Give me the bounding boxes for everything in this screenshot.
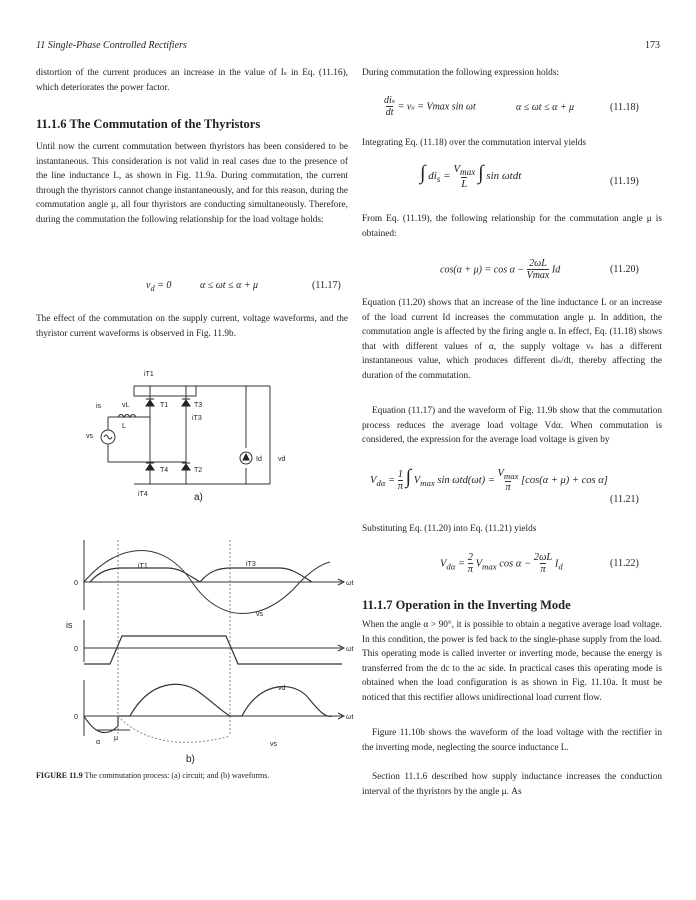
eq-11-19-number: (11.19) <box>610 176 639 187</box>
label-vL: vL <box>122 402 130 409</box>
wave-label-iT1: iT1 <box>138 563 148 570</box>
eq-11-18-frac-den: dt <box>385 107 394 118</box>
eq-11-18-condition: α ≤ ωt ≤ α + μ <box>516 102 575 113</box>
eq-11-21-number: (11.21) <box>610 494 639 505</box>
wave-label-vs-3: vs <box>270 741 277 748</box>
label-T4: T4 <box>160 467 169 474</box>
label-L: L <box>122 423 126 430</box>
running-header: 11 Single-Phase Controlled Rectifiers <box>36 40 187 51</box>
subfigure-b-label: b) <box>186 754 195 765</box>
figure-caption-label: FIGURE 11.9 <box>36 771 83 780</box>
wave-label-zero-3: 0 <box>74 714 78 721</box>
eq-11-20-tail: Id <box>551 264 561 276</box>
waveform-plots <box>60 540 360 772</box>
right-para-substitute: Substituting Eq. (11.20) into Eq. (11.21) yields <box>362 524 537 534</box>
wave-label-wt-2: ωt <box>346 646 354 653</box>
eq-11-20-lhs: cos(α + μ) = cos α − <box>440 264 525 276</box>
right-para-from: From Eq. (11.19), the following relationship for the commutation angle μ is obtained: <box>362 214 662 239</box>
eq-11-20-frac-num: 2ωL <box>529 258 547 269</box>
right-para-fig1110: Figure 11.10b shows the waveform of the load voltage with the rectifier in the inverting mode, neglecting the source inductance L. <box>362 728 662 753</box>
label-vs: vs <box>86 433 93 440</box>
eq-11-17-number: (11.17) <box>312 280 341 291</box>
left-intro-text: distortion of the current produces an increase in the value of Iₛ in Eq. (11.16), which deteriorates the power factor. <box>36 68 348 93</box>
label-T3: T3 <box>194 402 203 409</box>
section-title-inverting: 11.1.7 Operation in the Inverting Mode <box>362 598 571 612</box>
right-para-section-ref: Section 11.1.6 described how supply inductance increases the conduction interval of the thyristors by the angle μ. As <box>362 772 662 797</box>
right-intro-text: During commutation the following expression holds: <box>362 68 560 78</box>
right-para-integrate: Integrating Eq. (11.18) over the commutation interval yields <box>362 138 587 148</box>
right-para-eq1120: Equation (11.20) shows that an increase of the line inductance L or an increase of the load current Id increases the commutation angle μ. In addition, the commutation angle is affected by the firing angle α. In effect, Eq. (11.18) shows that with different values of α, the supply voltage vₛ has a different instantaneous value, which produces different diₛ/dt, thereby affecting the duration of the commutation. <box>362 298 662 381</box>
wave-label-vs-1: vs <box>256 611 263 618</box>
wave-label-iT3: iT3 <box>246 561 256 568</box>
left-para-figure-ref: The effect of the commutation on the supply current, voltage waveforms, and the thyristor current waveforms is observed in Fig. 11.9b. <box>36 314 348 339</box>
circuit-diagram <box>70 368 310 502</box>
figure-caption <box>36 770 348 782</box>
right-para-eq1117: Equation (11.17) and the waveform of Fig. 11.9b show that the commutation process reduces the average load voltage Vdα. When commutation is considered, the expression for the average load voltage is given by <box>362 406 662 446</box>
wave-label-wt-1: ωt <box>346 580 354 587</box>
right-para-inverting: When the angle α > 90°, it is possible to obtain a negative average load voltage. In this condition, the power is fed back to the single-phase supply from the load. This operating mode is called inverter or inverting mode, because the energy is transferred from the dc to the ac side. In practical cases this operating mode is obtained when the load configuration is as shown in Fig. 11.10a. It must be noticed that this rectifier allows unidirectional load current flow. <box>362 620 662 703</box>
label-T1: T1 <box>160 402 169 409</box>
wave-label-wt-3: ωt <box>346 714 354 721</box>
wave-label-mu: μ <box>114 735 119 742</box>
wave-label-is: is <box>66 620 73 630</box>
section-title-commutation: 11.1.6 The Commutation of the Thyristors <box>36 117 261 131</box>
eq-11-20-number: (11.20) <box>610 264 639 275</box>
eq-11-17-lhs: $v_d = 0$ <box>146 280 172 293</box>
eq-11-17-condition: α ≤ ωt ≤ α + μ <box>200 280 259 291</box>
label-is: is <box>96 403 102 410</box>
eq-11-18-frac-num: diₛ <box>384 95 396 106</box>
left-para-commutation: Until now the current commutation between thyristors has been considered to be instantaneous. This consideration is not valid in real cases due to the presence of the line inductance L, as shown in Fig. 11.9a. During commutation, the current through the thyristors cannot change instantaneously, and for this reason, during the commutation angle μ, all four thyristors are conducting simultaneously. Therefore, during the commutation the following relationship for the load voltage holds: <box>36 142 348 225</box>
eq-11-22: $V_{d\alpha} = 2$ π $V_{max}$ cos α − 2ωL π $I_d$ <box>440 552 563 575</box>
wave-label-zero-2: 0 <box>74 646 78 653</box>
eq-11-18-number: (11.18) <box>610 102 639 113</box>
eq-11-18-rhs: = vₛ = Vmax sin ωt <box>397 101 476 113</box>
label-iT3: iT3 <box>192 415 202 422</box>
eq-11-18 <box>384 95 476 119</box>
wave-label-zero-1: 0 <box>74 580 78 587</box>
page-number: 173 <box>645 40 660 51</box>
eq-11-21: $V_{d\alpha} = 1$ π ∫ $V_{max}$ $\sin \omega td(\omega t) = V_{max}$ π [cos(α + μ) + cos α] <box>370 466 608 493</box>
subfigure-a-label: a) <box>194 492 203 502</box>
label-vd: vd <box>278 456 286 463</box>
label-Id: Id <box>256 456 262 463</box>
label-iT4: iT4 <box>138 491 148 498</box>
eq-11-19: ∫ $di_s = V_{max}$ L ∫ sin ωtdt <box>420 162 522 191</box>
label-T2: T2 <box>194 467 203 474</box>
eq-11-22-number: (11.22) <box>610 558 639 569</box>
label-iT1: iT1 <box>144 371 154 378</box>
eq-11-20-frac-den: Vmax <box>526 270 550 281</box>
wave-label-vd: vd <box>278 685 286 692</box>
figure-caption-text: The commutation process: (a) circuit; and (b) waveforms. <box>84 771 270 780</box>
wave-label-alpha: α <box>96 739 101 746</box>
eq-11-20 <box>440 258 560 282</box>
